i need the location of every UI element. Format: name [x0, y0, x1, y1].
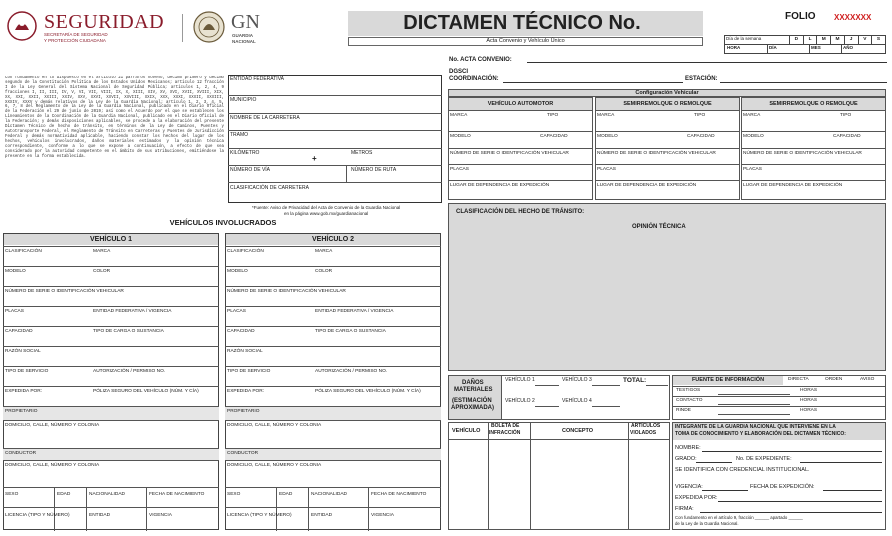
day-cell[interactable]: D — [789, 36, 803, 44]
day-of-week-label: Día de la semana — [726, 36, 762, 41]
config-row[interactable] — [741, 110, 886, 131]
field-label-entidad2: ENTIDAD — [89, 513, 111, 518]
field-label-razon: RAZÓN SOCIAL — [227, 349, 263, 354]
day-cell[interactable]: L — [803, 36, 817, 44]
config-label-capacidad: CAPACIDAD — [833, 134, 861, 139]
acta-convenio-field[interactable] — [527, 62, 887, 63]
danos-field-v1[interactable] — [535, 385, 559, 386]
field-label-tipo_carga: TIPO DE CARGA O SUSTANCIA — [93, 329, 164, 334]
field-label-serie: NÚMERO DE SERIE O IDENTIFICACIÓN VEHICULAR — [5, 289, 124, 294]
vehicle-1-row[interactable] — [3, 406, 219, 420]
fuente-col-2: ORDEN — [825, 377, 843, 382]
field-label-capacidad: CAPACIDAD — [5, 329, 33, 334]
org2-sub2: NACIONAL — [232, 39, 256, 44]
day-cell[interactable]: J — [844, 36, 858, 44]
date-table — [724, 35, 886, 54]
config-row[interactable] — [595, 148, 740, 164]
field-label-color: COLOR — [315, 269, 333, 274]
config-label-serie: NÚMERO DE SERIE O IDENTIFICACIÓN VEHICULAR — [597, 151, 716, 156]
field-label-marca: MARCA — [93, 249, 111, 254]
danos-title-1: DAÑOS — [462, 380, 484, 386]
doc-title: DICTAMEN TÉCNICO No. — [403, 12, 641, 34]
config-label-serie: NÚMERO DE SERIE O IDENTIFICACIÓN VEHICULAR — [743, 151, 862, 156]
time-label: AÑO — [843, 45, 853, 50]
estacion-label: ESTACIÓN: — [685, 76, 718, 82]
config-label-placas: PLACAS — [743, 167, 762, 172]
kilometro-label: KILÓMETRO — [230, 150, 260, 156]
date-divider — [725, 44, 885, 45]
day-cell[interactable]: M — [830, 36, 844, 44]
config-title: Configuración Vehicular — [448, 89, 886, 97]
field-label-entidad: ENTIDAD FEDERATIVA / VIGENCIA — [93, 309, 172, 314]
field-label-domicilio: DOMICILIO, CALLE, NÚMERO Y COLONIA — [227, 423, 322, 428]
numero-via-label: NÚMERO DE VÍA — [230, 167, 271, 173]
boletas-articulos-1: ARTÍCULOS — [631, 423, 661, 429]
integrante-expediente: No. DE EXPEDIENTE: — [736, 456, 792, 462]
acta-convenio-label: No. ACTA CONVENIO: — [449, 57, 512, 63]
fuente-field[interactable] — [718, 394, 790, 395]
field-label-tipo_servicio: TIPO DE SERVICIO — [227, 369, 271, 374]
field-label-autorizacion: AUTORIZACIÓN / PERMISO NO. — [93, 369, 166, 374]
config-label-capacidad: CAPACIDAD — [540, 134, 568, 139]
field-label-clasificacion: CLASIFICACIÓN — [227, 249, 264, 254]
integrante-expediente-field[interactable] — [800, 462, 882, 463]
integrante-nombre: NOMBRE: — [675, 445, 701, 451]
integrante-nombre-field[interactable] — [702, 451, 882, 452]
integrante-title-2: TOMA DE CONOCIMIENTO Y ELABORACIÓN DEL DICTAMEN TÉCNICO: — [675, 431, 846, 437]
vehicle-1-row[interactable] — [3, 460, 219, 487]
field-label-modelo: MODELO — [5, 269, 26, 274]
integrante-vigencia-field[interactable] — [702, 490, 748, 491]
config-label-serie: NÚMERO DE SERIE O IDENTIFICACIÓN VEHICULAR — [450, 151, 569, 156]
fuente-row-2: CONTACTO — [676, 398, 703, 403]
config-row[interactable] — [448, 164, 593, 180]
plus-sign: + — [312, 154, 317, 163]
field-label-sexo: SEXO — [227, 492, 241, 497]
config-label-placas: PLACAS — [597, 167, 616, 172]
vehicle-1-row[interactable] — [3, 420, 219, 448]
vehicle-2-row[interactable] — [225, 460, 441, 487]
config-row[interactable] — [595, 164, 740, 180]
metros-label: METROS — [351, 150, 373, 156]
config-row[interactable] — [741, 164, 886, 180]
legal-text: Con fundamento en lo dispuesto en el artículo 21 párrafos noveno, décimo primero y décimo segundo de la Constitución Política de los Estados Unidos Mexicanos; artículo 12 fracción I de la Ley General del Sistema Nacional de Seguridad Pública; artículos 1, 2, 4, 9 fracciones I, II, III, IV, V, VI, VII, VIII, IX, X, XIII, XIV, XV, XVI, XVII, XVIII, XIX, XX, XXI, XXII, XXIII, XXIV, XXV, XXVI, XXVII, XXVIII, XXIX, XXX, XXXI, XXXII, XXXIII, XXXIV, XXXV y demás relativos de la Ley de la Guardia Nacional; artículo 1, 2, 3, 4, 5, 6, 7, 8 del Reglamento de la Ley de la Guardia Nacional, publicado en el Diario Oficial de la Federación el 29 de junio de 2019; así como el Acuerdo por el que se establecen los Lineamientos de la Coordinación de la Guardia Nacional, publicado en el Diario Oficial de la Federación; y demás disposiciones aplicables, se procede a la elaboración del presente Dictamen Técnico de hecho de tránsito, en términos de la Ley de Caminos, Puentes y Autotransporte Federal, el Reglamento de Tránsito en Carreteras y Puentes de Jurisdicción Federal y demás normatividad aplicable, haciendo constar los hechos del lugar de los hechos, vehículos involucrados, daños materiales estimados y la opinión técnica correspondiente, conforme a lo que se expone a continuación, a efecto de que sea considerado por la autoridad competente en el ámbito de sus atribuciones, emitiéndose la presente en la forma establecida. — [5, 76, 224, 159]
field-label-modelo: MODELO — [227, 269, 248, 274]
config-label-marca: MARCA — [450, 113, 468, 118]
vehicle-2-row[interactable] — [225, 448, 441, 460]
folio-value[interactable]: XXXXXXX — [834, 13, 872, 22]
privacy-note-1: *Fuente: Aviso de Privacidad del Acta de Convenio de la Guardia Nacional — [252, 205, 401, 210]
config-row[interactable] — [595, 180, 740, 200]
vehicle-2-title: VEHÍCULO 2 — [226, 234, 440, 245]
vehicle-1-row[interactable] — [3, 448, 219, 460]
entidad-label: ENTIDAD FEDERATIVA — [230, 76, 284, 82]
fuente-col-1: DIRECTA — [788, 377, 809, 382]
config-row[interactable] — [741, 148, 886, 164]
config-row[interactable] — [448, 148, 593, 164]
field-label-capacidad: CAPACIDAD — [227, 329, 255, 334]
time-label: DÍA — [769, 45, 777, 50]
field-label-edad: EDAD — [279, 492, 293, 497]
integrante-fecha-exp: FECHA DE EXPEDICIÓN: — [750, 484, 815, 490]
time-divider — [809, 44, 810, 54]
boletas-col-1 — [488, 422, 489, 530]
config-row[interactable] — [741, 131, 886, 148]
config-label-placas: PLACAS — [450, 167, 469, 172]
config-label-lugar: LUGAR DE DEPENDENCIA DE EXPEDICIÓN — [743, 183, 843, 188]
carretera-label: NOMBRE DE LA CARRETERA — [230, 115, 300, 121]
header-divider — [182, 14, 183, 42]
danos-v1: VEHÍCULO 1 — [505, 377, 535, 383]
vehicle-1-row[interactable] — [3, 366, 219, 386]
org1-title: SEGURIDAD — [44, 11, 165, 33]
config-label-modelo: MODELO — [450, 134, 471, 139]
fuente-row-line — [672, 396, 886, 397]
time-label: HORA — [727, 45, 741, 50]
fuente-field[interactable] — [718, 414, 790, 415]
config-label-tipo: TIPO — [547, 113, 559, 118]
field-label-poliza: PÓLIZA SEGURO DEL VEHÍCULO (NÚM. Y CÍA) — [93, 389, 199, 394]
vehicle-1-title: VEHÍCULO 1 — [4, 234, 218, 245]
fuente-horas: HORAS — [800, 388, 818, 393]
config-label-tipo: TIPO — [840, 113, 852, 118]
field-label-fecha_nac: FECHA DE NACIMIENTO — [371, 492, 427, 497]
field-label-nacionalidad: NACIONALIDAD — [89, 492, 125, 497]
field-label-color: COLOR — [93, 269, 111, 274]
loc-divider-4 — [228, 148, 442, 149]
day-cell[interactable]: M — [816, 36, 830, 44]
vehicles-title: VEHÍCULOS INVOLUCRADOS — [169, 218, 277, 227]
boletas-boleta-2: INFRACCIÓN — [489, 430, 521, 436]
danos-v3: VEHÍCULO 3 — [562, 377, 592, 383]
integrante-fecha-exp-field[interactable] — [823, 490, 882, 491]
field-label-fecha_nac: FECHA DE NACIMIENTO — [149, 492, 205, 497]
vehicle-1-row[interactable] — [3, 326, 219, 346]
danos-v4: VEHÍCULO 4 — [562, 398, 592, 404]
field-label-domicilio: DOMICILIO, CALLE, NÚMERO Y COLONIA — [5, 423, 100, 428]
org1-sub1: SECRETARÍA DE SEGURIDAD — [44, 32, 108, 37]
vehicle-1-demographics[interactable] — [3, 487, 219, 507]
clasificacion-title: CLASIFICACIÓN DEL HECHO DE TRÁNSITO: — [456, 209, 585, 215]
field-label-expedida: EXPEDIDA POR: — [227, 389, 265, 394]
boletas-boleta-1: BOLETA DE — [491, 423, 520, 429]
privacy-note-2: en la página www.gob.mx/guardianacional — [284, 211, 369, 216]
time-label: MES — [811, 45, 821, 50]
vehicle-2-row[interactable] — [225, 246, 441, 266]
vehicle-1-license[interactable] — [3, 507, 219, 530]
loc-divider-3 — [228, 130, 442, 131]
field-label-serie: NÚMERO DE SERIE O IDENTIFICACIÓN VEHICULAR — [227, 289, 346, 294]
fuente-horas: HORAS — [800, 408, 818, 413]
vehicle-2-license[interactable] — [225, 507, 441, 530]
vehicle-1-row[interactable] — [3, 266, 219, 286]
vehicle-2-row[interactable] — [225, 326, 441, 346]
integrante-footer-1: Con fundamento en el artículo 9, fracción ______ apartado ______ — [675, 515, 803, 520]
integrante-grado: GRADO: — [675, 456, 697, 462]
config-label-lugar: LUGAR DE DEPENDENCIA DE EXPEDICIÓN — [450, 183, 550, 188]
vehicle-2-demographics[interactable] — [225, 487, 441, 507]
config-col-header: SEMIRREMOLQUE O REMOLQUE — [742, 98, 885, 110]
coordinacion-field[interactable] — [503, 82, 683, 83]
field-label-razon: RAZÓN SOCIAL — [5, 349, 41, 354]
fuente-horas: HORAS — [800, 398, 818, 403]
loc-divider-5 — [228, 165, 442, 166]
danos-field-v3[interactable] — [592, 385, 620, 386]
field-label-vigencia: VIGENCIA — [371, 513, 394, 518]
danos-field-v2[interactable] — [535, 406, 559, 407]
coordinacion-label: COORDINACIÓN: — [449, 76, 499, 82]
time-divider — [767, 44, 768, 54]
fuente-row-1: TESTIGOS — [676, 388, 701, 393]
field-label-licencia: LICENCIA (TIPO Y NÚMERO) — [227, 513, 292, 518]
field-label-propietario: PROPIETARIO — [5, 409, 38, 414]
field-label-clasificacion: CLASIFICACIÓN — [5, 249, 42, 254]
vehicle-2-row[interactable] — [225, 266, 441, 286]
loc-vdivider — [346, 165, 347, 182]
integrante-expedida: EXPEDIDA POR: — [675, 495, 718, 501]
time-divider — [841, 44, 842, 54]
config-row[interactable] — [595, 131, 740, 148]
fuente-row-3: RINDE — [676, 408, 691, 413]
boletas-articulos-2: VIOLADOS — [630, 430, 657, 436]
doc-subtitle: Acta Convenio y Vehículo Único — [348, 37, 703, 46]
field-label-placas: PLACAS — [227, 309, 246, 314]
field-label-entidad2: ENTIDAD — [311, 513, 333, 518]
config-col-header: VEHÍCULO AUTOMOTOR — [449, 98, 592, 110]
config-label-modelo: MODELO — [597, 134, 618, 139]
field-label-nacionalidad: NACIONALIDAD — [311, 492, 347, 497]
field-label-placas: PLACAS — [5, 309, 24, 314]
numero-ruta-label: NÚMERO DE RUTA — [351, 167, 397, 173]
danos-field-v4[interactable] — [592, 406, 620, 407]
config-row[interactable] — [741, 180, 886, 200]
config-row[interactable] — [595, 110, 740, 131]
danos-title-4: APROXIMADA) — [451, 405, 494, 411]
integrante-grado-field[interactable] — [696, 462, 732, 463]
field-label-conductor: CONDUCTOR — [227, 451, 259, 456]
loc-divider-6 — [228, 182, 442, 183]
field-label-marca: MARCA — [315, 249, 333, 254]
config-label-lugar: LUGAR DE DEPENDENCIA DE EXPEDICIÓN — [597, 183, 697, 188]
vehicle-2-row[interactable] — [225, 346, 441, 366]
day-cell[interactable]: V — [858, 36, 872, 44]
field-label-sexo: SEXO — [5, 492, 19, 497]
org1-sub2: Y PROTECCIÓN CIUDADANA — [44, 38, 106, 43]
field-label-tipo_servicio: TIPO DE SERVICIO — [5, 369, 49, 374]
vehicle-2-row[interactable] — [225, 286, 441, 306]
boletas-concepto: CONCEPTO — [562, 428, 594, 434]
vehicle-2-row[interactable] — [225, 420, 441, 448]
config-label-marca: MARCA — [743, 113, 761, 118]
vehicle-1-row[interactable] — [3, 286, 219, 306]
integrante-footer-2: de la Ley de la Guardia Nacional. — [675, 521, 739, 526]
fuente-row-line — [672, 406, 886, 407]
config-col-header: SEMIRREMOLQUE O REMOLQUE — [596, 98, 739, 110]
config-label-capacidad: CAPACIDAD — [687, 134, 715, 139]
field-label-domicilio: DOMICILIO, CALLE, NÚMERO Y COLONIA — [227, 463, 322, 468]
danos-title-3: (ESTIMACIÓN — [452, 398, 492, 404]
integrante-title-1: INTEGRANTE DE LA GUARDIA NACIONAL QUE INTERVIENE EN LA — [675, 424, 836, 430]
fuente-col-3: AVISO — [860, 377, 875, 382]
vehicle-1-row[interactable] — [3, 346, 219, 366]
integrante-vigencia: VIGENCIA: — [675, 484, 703, 490]
integrante-firma-field[interactable] — [700, 512, 882, 513]
fuente-title: FUENTE DE INFORMACIÓN — [673, 376, 783, 385]
vehicle-1-row[interactable] — [3, 246, 219, 266]
integrante-expedida-field[interactable] — [718, 501, 882, 502]
boletas-col-2 — [530, 422, 531, 530]
day-cell[interactable]: S — [871, 36, 885, 44]
field-label-domicilio: DOMICILIO, CALLE, NÚMERO Y COLONIA — [5, 463, 100, 468]
loc-divider-2 — [228, 113, 442, 114]
vehicle-2-row[interactable] — [225, 406, 441, 420]
config-label-tipo: TIPO — [694, 113, 706, 118]
config-label-marca: MARCA — [597, 113, 615, 118]
gn-logo — [192, 10, 226, 44]
seguridad-logo — [6, 10, 38, 42]
tramo-label: TRAMO — [230, 132, 249, 138]
clasificacion-carretera-label: CLASIFICACIÓN DE CARRETERA — [230, 185, 309, 191]
field-label-propietario: PROPIETARIO — [227, 409, 260, 414]
org2-title: GN — [231, 11, 260, 33]
fuente-row-line — [672, 386, 886, 387]
config-row[interactable] — [448, 110, 593, 131]
integrante-credencial: SE IDENTIFICA CON CREDENCIAL INSTITUCIONAL. — [675, 467, 810, 473]
fuente-field[interactable] — [718, 404, 790, 405]
config-row[interactable] — [448, 131, 593, 148]
danos-v2: VEHÍCULO 2 — [505, 398, 535, 404]
vehicle-2-row[interactable] — [225, 386, 441, 406]
vehicle-2-row[interactable] — [225, 366, 441, 386]
danos-total: TOTAL: — [623, 377, 647, 384]
field-label-licencia: LICENCIA (TIPO Y NÚMERO) — [5, 513, 70, 518]
org2-sub1: GUARDIA — [232, 33, 253, 38]
field-label-tipo_carga: TIPO DE CARGA O SUSTANCIA — [315, 329, 386, 334]
vehicle-2-row[interactable] — [225, 306, 441, 326]
boletas-col-3 — [628, 422, 629, 530]
municipio-label: MUNICIPIO — [230, 97, 257, 103]
loc-divider-1 — [228, 95, 442, 96]
danos-field-total[interactable] — [646, 385, 668, 386]
folio-label: FOLIO — [785, 11, 816, 22]
field-label-conductor: CONDUCTOR — [5, 451, 37, 456]
field-label-entidad: ENTIDAD FEDERATIVA / VIGENCIA — [315, 309, 394, 314]
field-label-expedida: EXPEDIDA POR: — [5, 389, 43, 394]
estacion-field[interactable] — [720, 82, 887, 83]
integrante-firma: FIRMA: — [675, 506, 694, 512]
field-label-poliza: PÓLIZA SEGURO DEL VEHÍCULO (NÚM. Y CÍA) — [315, 389, 421, 394]
opinion-tecnica-label: OPINIÓN TÉCNICA — [632, 224, 686, 230]
danos-title-2: MATERIALES — [454, 387, 493, 393]
vehicle-1-row[interactable] — [3, 306, 219, 326]
config-label-modelo: MODELO — [743, 134, 764, 139]
field-label-autorizacion: AUTORIZACIÓN / PERMISO NO. — [315, 369, 388, 374]
vehicle-1-row[interactable] — [3, 386, 219, 406]
field-label-vigencia: VIGENCIA — [149, 513, 172, 518]
dgsci-label: DGSCI — [449, 69, 469, 75]
field-label-edad: EDAD — [57, 492, 71, 497]
config-row[interactable] — [448, 180, 593, 200]
boletas-vehiculo: VEHÍCULO — [452, 428, 481, 434]
